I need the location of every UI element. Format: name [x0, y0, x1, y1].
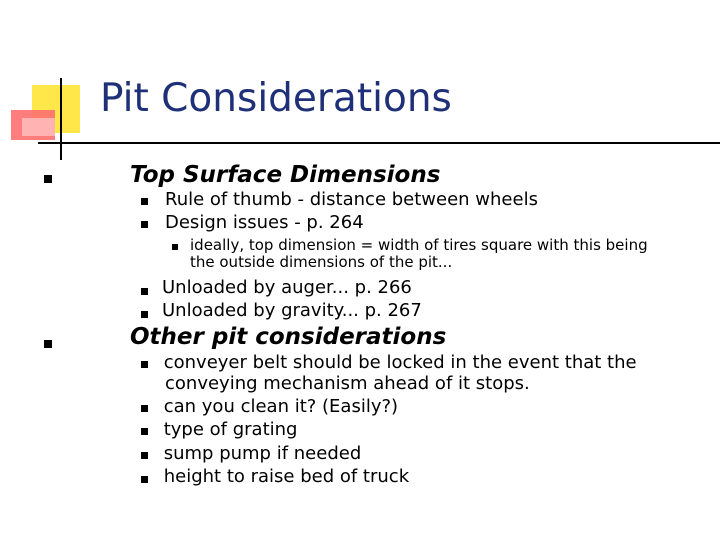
decor-pink-square — [22, 118, 55, 136]
bullet-square-icon — [141, 452, 148, 459]
list-item: Unloaded by auger... p. 266 — [162, 277, 412, 298]
decor-vertical-line — [60, 78, 62, 160]
sub-list-item-line: ideally, top dimension = width of tires square with this being — [190, 236, 648, 254]
list-item-line: conveyer belt should be locked in the event that the — [158, 352, 637, 373]
list-item: height to raise bed of truck — [158, 466, 410, 487]
slide-title: Pit Considerations — [100, 76, 452, 121]
bullet-square-icon — [141, 221, 148, 228]
list-item — [158, 352, 637, 394]
list-item-line: conveying mechanism ahead of it stops. — [165, 373, 530, 394]
sub-list-item-line: the outside dimensions of the pit... — [190, 253, 453, 271]
list-item: sump pump if needed — [158, 443, 362, 464]
bullet-square-icon — [141, 428, 148, 435]
section-heading-other-pit: Other pit considerations — [130, 324, 447, 350]
bullet-square-icon — [172, 244, 178, 250]
list-item: can you clean it? (Easily?) — [158, 396, 399, 417]
list-item: Rule of thumb - distance between wheels — [165, 189, 538, 210]
bullet-square-icon — [141, 361, 148, 368]
bullet-square-icon — [141, 198, 148, 205]
bullet-square-icon — [44, 340, 52, 348]
bullet-square-icon — [44, 175, 52, 183]
section-heading-top-surface: Top Surface Dimensions — [130, 162, 441, 188]
bullet-square-icon — [141, 288, 148, 295]
list-item: Unloaded by gravity... p. 267 — [162, 300, 422, 321]
sub-list-item — [190, 237, 648, 271]
title-underline — [38, 142, 720, 144]
bullet-square-icon — [141, 311, 148, 318]
bullet-square-icon — [141, 476, 148, 483]
list-item: Design issues - p. 264 — [165, 212, 364, 233]
list-item: type of grating — [158, 419, 298, 440]
bullet-square-icon — [141, 405, 148, 412]
